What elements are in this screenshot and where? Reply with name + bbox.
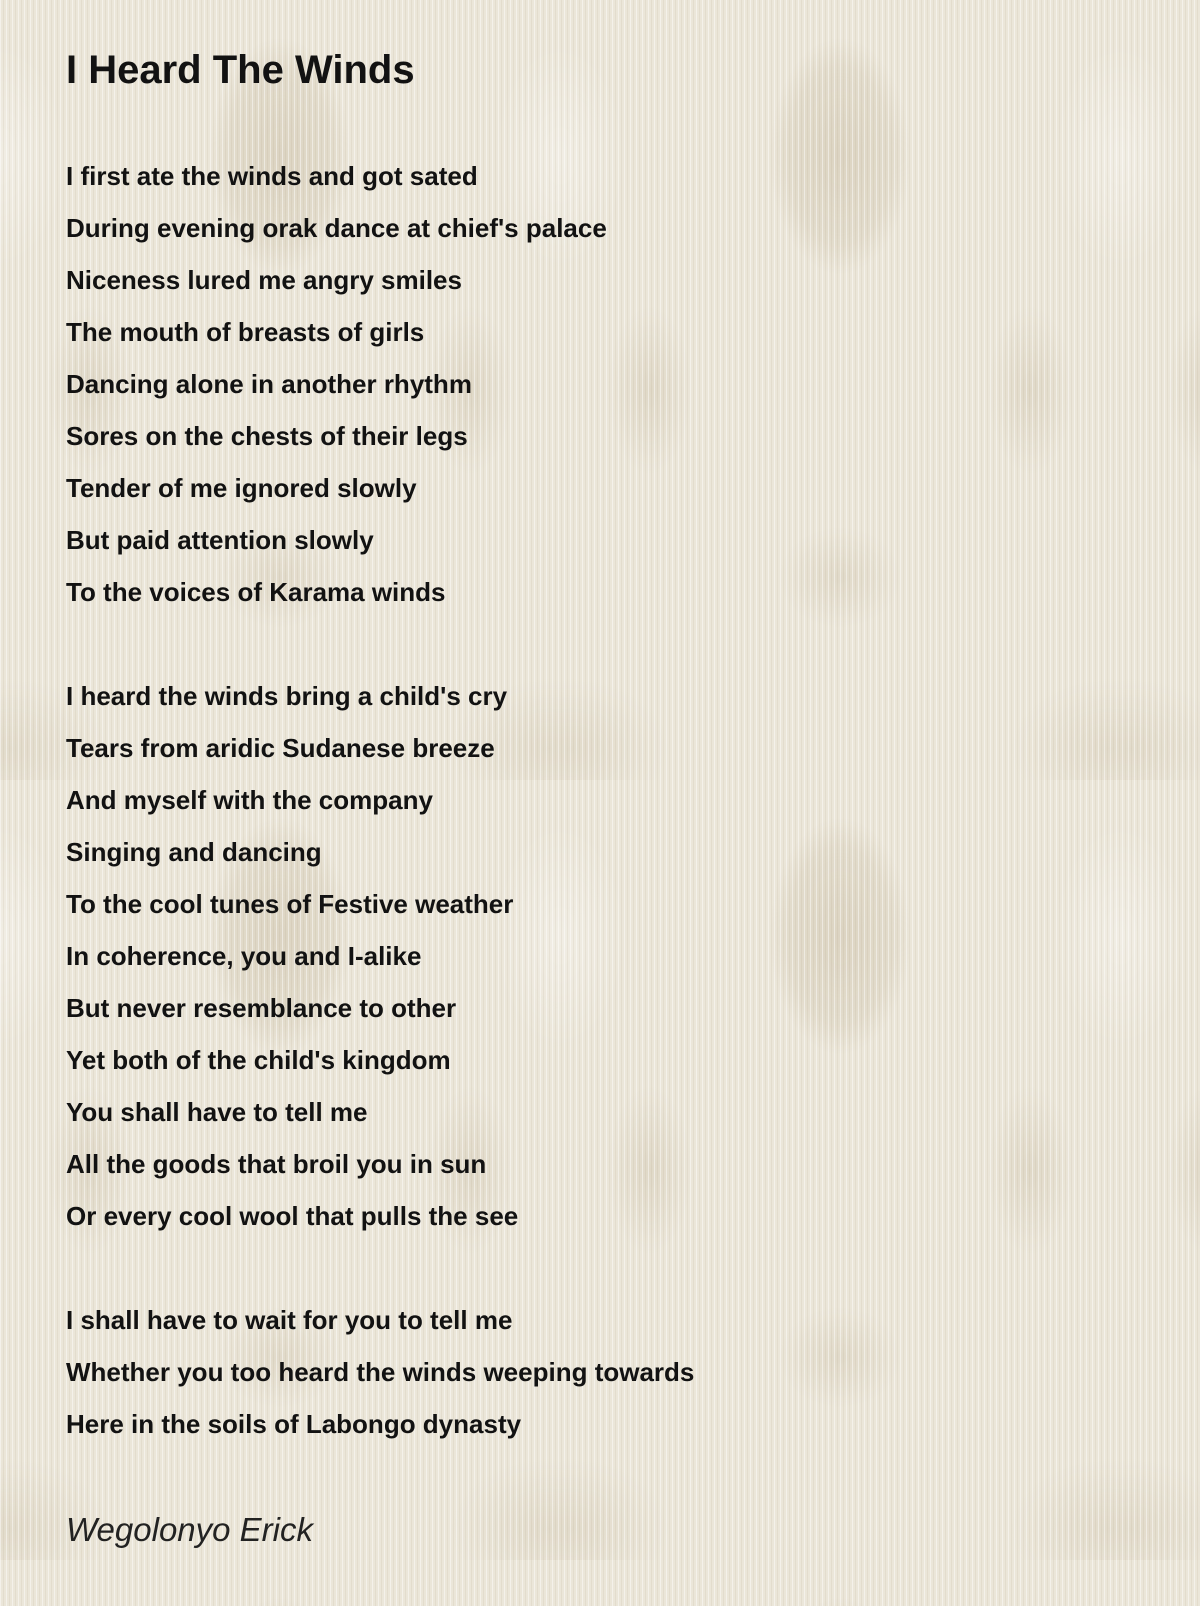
poem-line: The mouth of breasts of girls bbox=[66, 317, 425, 347]
poem-line: Or every cool wool that pulls the see bbox=[66, 1201, 519, 1231]
poem-line: Tears from aridic Sudanese breeze bbox=[66, 733, 495, 763]
poem-line: I first ate the winds and got sated bbox=[66, 161, 478, 191]
poem-body bbox=[66, 150, 1134, 1450]
poem-line: Yet both of the child's kingdom bbox=[66, 1045, 451, 1075]
poem-title: I Heard The Winds bbox=[66, 48, 415, 92]
poem-line: I heard the winds bring a child's cry bbox=[66, 681, 508, 711]
stanza bbox=[66, 670, 1134, 1242]
poem-line: Niceness lured me angry smiles bbox=[66, 265, 462, 295]
poem-author: Wegolonyo Erick bbox=[66, 1511, 314, 1548]
poem-line: Tender of me ignored slowly bbox=[66, 473, 417, 503]
poem-line: Sores on the chests of their legs bbox=[66, 421, 468, 451]
poem-line: During evening orak dance at chief's palace bbox=[66, 213, 607, 243]
poem-line: But never resemblance to other bbox=[66, 993, 457, 1023]
poem-line: In coherence, you and I-alike bbox=[66, 941, 422, 971]
poem-line: Here in the soils of Labongo dynasty bbox=[66, 1409, 522, 1439]
poem-line: To the cool tunes of Festive weather bbox=[66, 889, 514, 919]
poem-line: And myself with the company bbox=[66, 785, 433, 815]
poem-line: But paid attention slowly bbox=[66, 525, 374, 555]
poem-line: Whether you too heard the winds weeping towards bbox=[66, 1357, 695, 1387]
poem-line: All the goods that broil you in sun bbox=[66, 1149, 487, 1179]
stanza bbox=[66, 1294, 1134, 1450]
poem-line: You shall have to tell me bbox=[66, 1097, 368, 1127]
stanza bbox=[66, 150, 1134, 618]
poem-line: I shall have to wait for you to tell me bbox=[66, 1305, 513, 1335]
poem-line: To the voices of Karama winds bbox=[66, 577, 446, 607]
poem-line: Singing and dancing bbox=[66, 837, 322, 867]
poem-line: Dancing alone in another rhythm bbox=[66, 369, 472, 399]
